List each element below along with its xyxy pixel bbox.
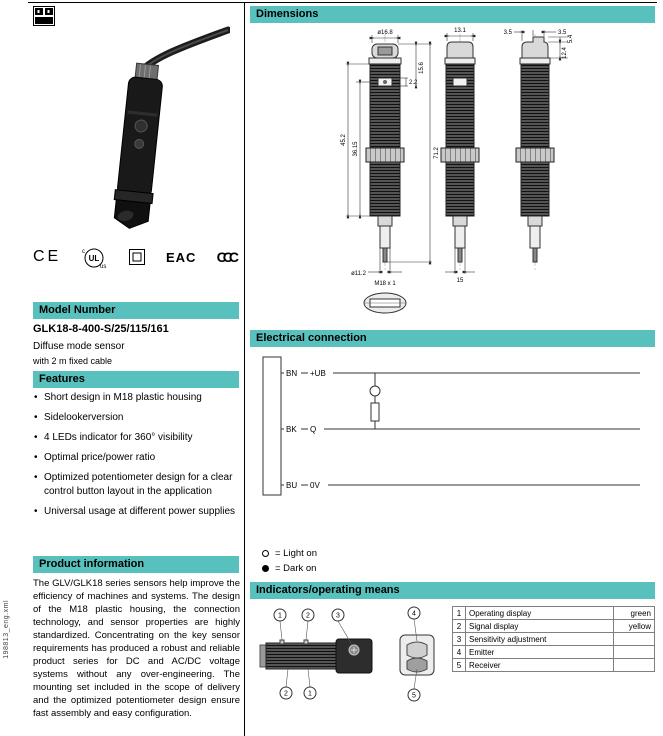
svg-text:5: 5 [412, 692, 416, 700]
indicators-header: Indicators/operating means [250, 582, 655, 599]
eac-mark: EAC [165, 249, 197, 265]
wire-label-q: Q [310, 425, 317, 434]
callout-1 [274, 609, 286, 640]
dim-label: 3.5 [503, 30, 512, 36]
feature-item: • Universal usage at different power supplies [33, 505, 241, 519]
sensor-body [111, 62, 166, 230]
model-cable-note: with 2 m fixed cable [33, 356, 113, 366]
feature-item: • Optimal price/power ratio [33, 451, 241, 465]
dim-label: 15.6 [419, 62, 425, 74]
wire-color-bn: BN [286, 369, 298, 378]
ce-mark: CE [33, 248, 62, 265]
side-note: 198813_eng.xml [3, 600, 10, 659]
dimensions-drawing [250, 26, 655, 326]
svg-text:us: us [100, 264, 107, 269]
row-label: Signal display [466, 620, 614, 633]
load-symbol [371, 403, 379, 421]
electrical-header: Electrical connection [250, 330, 655, 347]
indicators-drawing [252, 603, 448, 703]
light-on-label: = Light on [275, 548, 317, 559]
wire-color-bk: BK [286, 425, 297, 434]
svg-text:4: 4 [412, 610, 416, 618]
row-label: Emitter [466, 646, 614, 659]
row-label: Operating display [466, 607, 614, 620]
feature-item: • Short design in M18 plastic housing [33, 391, 241, 405]
feature-item: • Sidelookerversion [33, 411, 241, 425]
svg-text:UL: UL [89, 254, 100, 263]
dim-label: 13.1 [454, 28, 466, 34]
dim-label: 45.2 [341, 134, 347, 146]
indicators-table [452, 606, 655, 672]
table-row [453, 646, 655, 659]
dim-label: 71.2 [434, 147, 440, 159]
side-view [441, 42, 479, 262]
table-row [453, 620, 655, 633]
protection-class-icon [128, 248, 146, 266]
row-number: 5 [453, 659, 466, 672]
dim-label: ø11.2 [351, 271, 366, 277]
dark-on-label: = Dark on [275, 563, 317, 574]
output-indicator-symbol [370, 386, 380, 396]
callout-2b [280, 669, 292, 699]
table-row [453, 633, 655, 646]
row-number: 4 [453, 646, 466, 659]
row-value: yellow [614, 620, 655, 633]
feature-item: • 4 LEDs indicator for 360° visibility [33, 431, 241, 445]
rear-view [516, 37, 554, 262]
svg-text:2: 2 [306, 612, 310, 620]
row-number: 1 [453, 607, 466, 620]
wire-label-ub: +UB [310, 369, 326, 378]
model-number-value: GLK18-8-400-S/25/115/161 [33, 323, 169, 335]
table-row [453, 607, 655, 620]
product-info-text: The GLV/GLK18 series sensors help improve the efficiency of machines and systems. The design of the M18 plastic housing, the connection technology, and sensor properties are highly standardized. Concentrating on the key sensor requirements has produced a robust and reliable product series for DC and AC/DC voltage systems without any over-engineering. The mounting set included in the scope of delivery and the optimized potentiometer design ensure fast assembly and easy configuration. [33, 578, 240, 719]
product-info-header: Product information [33, 556, 239, 573]
dim-label: 5.4 [568, 34, 574, 44]
svg-text:c: c [82, 249, 86, 255]
table-row [453, 659, 655, 672]
row-value [614, 646, 655, 659]
dim-label: 36.15 [353, 141, 359, 157]
wire-label-0v: 0V [310, 481, 320, 490]
output-legend [262, 546, 317, 576]
row-value [614, 659, 655, 672]
dimensions-header: Dimensions [250, 6, 655, 23]
row-label: Sensitivity adjustment [466, 633, 614, 646]
row-value [614, 633, 655, 646]
dim-label: ø16.8 [377, 30, 393, 36]
svg-text:2: 2 [284, 690, 288, 698]
dim-label: 3.5 [558, 30, 567, 36]
svg-text:3: 3 [336, 612, 340, 620]
dim-label: 15 [456, 278, 464, 284]
wire-color-bu: BU [286, 481, 298, 490]
dim-label: M18 x 1 [374, 281, 396, 287]
row-value: green [614, 607, 655, 620]
row-number: 3 [453, 633, 466, 646]
dim-label: 2.2 [409, 80, 418, 86]
light-on-symbol [262, 550, 269, 557]
callout-1b [304, 669, 316, 699]
ul-mark [81, 245, 107, 269]
feature-item: • Optimized potentiometer design for a clear control button layout in the application [33, 471, 241, 499]
brand-logo [33, 6, 55, 26]
product-photo [40, 26, 230, 238]
front-view [366, 44, 404, 262]
model-number-header: Model Number [33, 302, 239, 319]
row-label: Receiver [466, 659, 614, 672]
svg-text:1: 1 [308, 690, 312, 698]
row-number: 2 [453, 620, 466, 633]
svg-text:1: 1 [278, 612, 282, 620]
top-rule [28, 2, 657, 3]
callout-2 [302, 609, 314, 640]
electrical-diagram [255, 351, 645, 501]
features-header: Features [33, 371, 239, 388]
ccc-mark: CCC [216, 249, 235, 265]
dark-on-symbol [262, 565, 269, 572]
certification-marks [33, 243, 239, 271]
sensor-block [263, 357, 281, 495]
column-divider [244, 2, 245, 736]
features-list [33, 391, 241, 525]
model-description: Diffuse mode sensor [33, 341, 125, 352]
dim-label: 12.4 [562, 47, 568, 59]
